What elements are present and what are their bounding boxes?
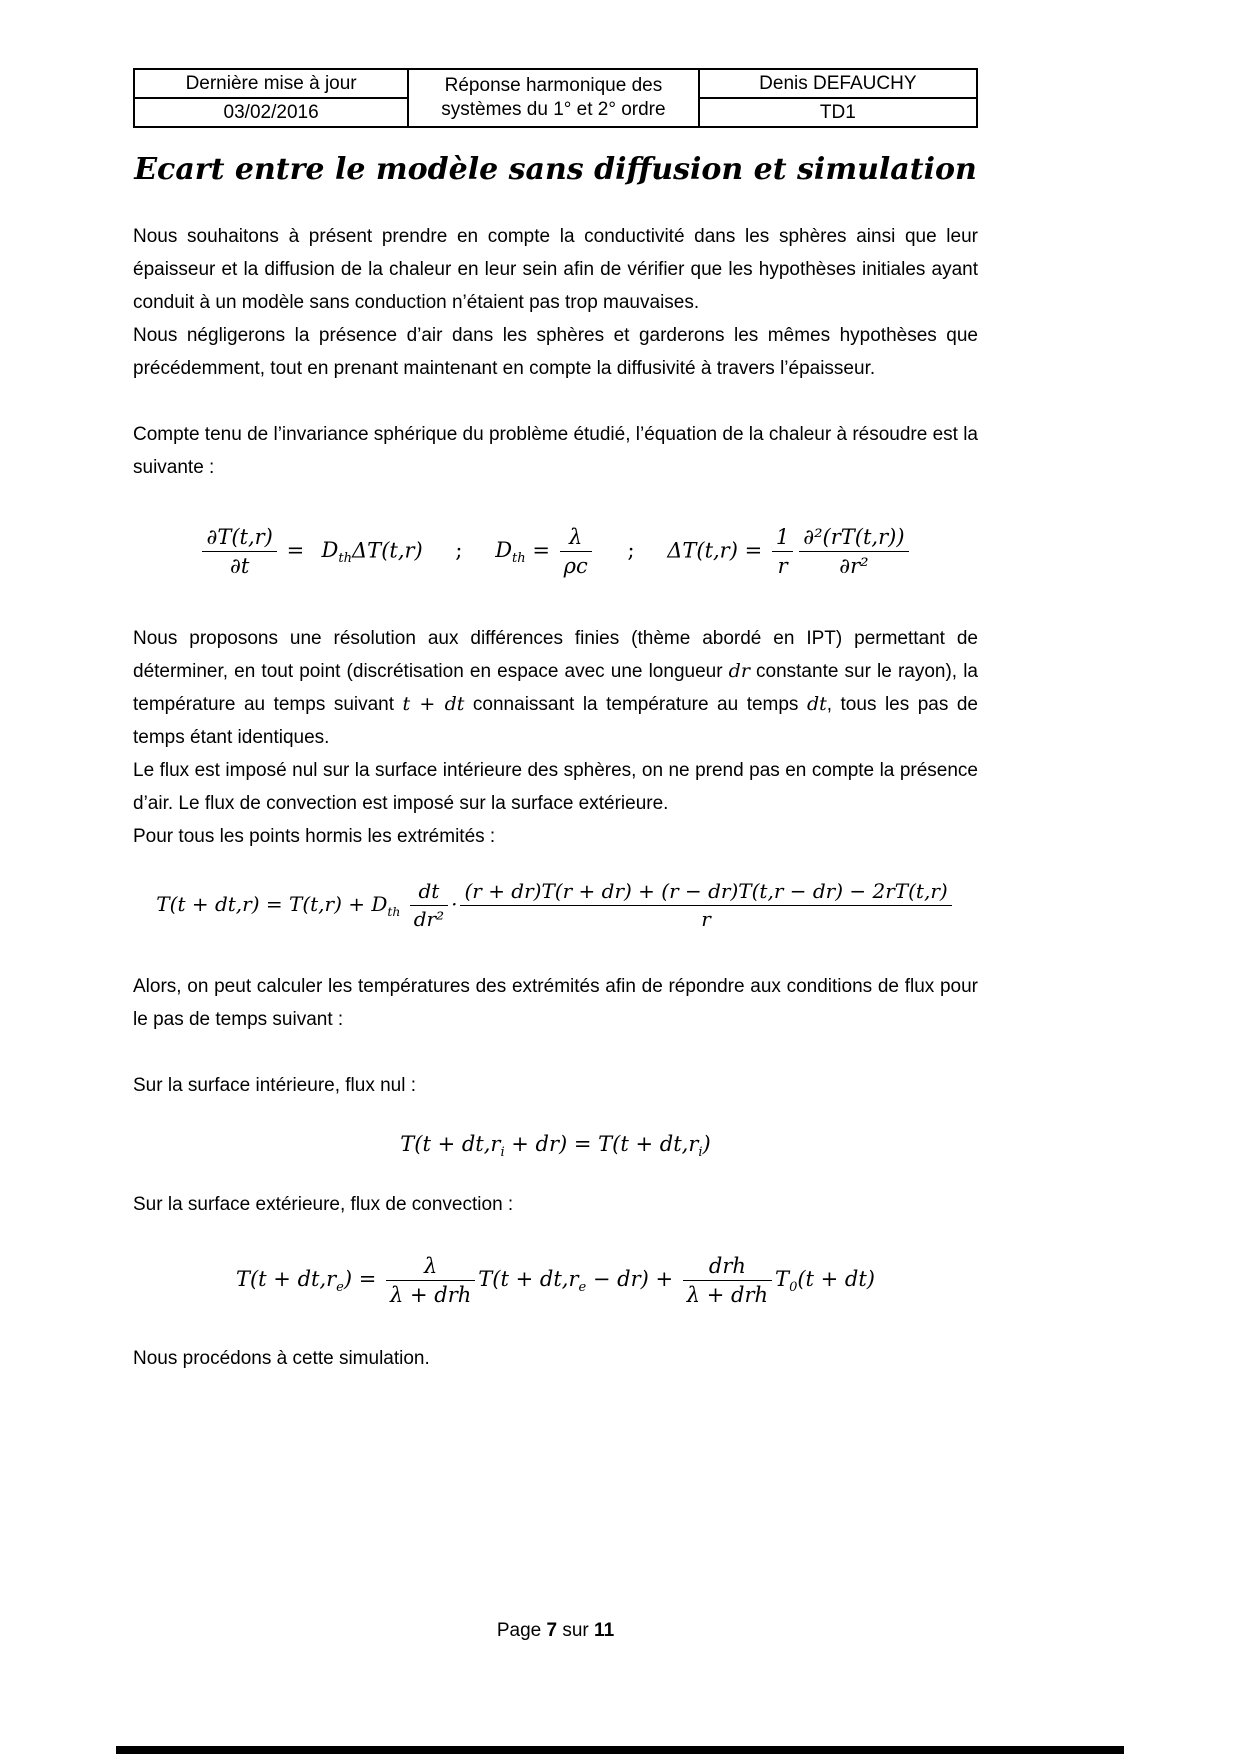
document-header-table <box>133 68 978 128</box>
math-inline-dr: dr <box>728 659 750 682</box>
page-bottom-rule <box>116 1746 1124 1754</box>
diffusivity-symbol: $D_{th}$ <box>321 538 353 567</box>
header-doc-ref: TD1 <box>699 98 977 127</box>
paragraph-all-points: Pour tous les points hormis les extrémités : <box>133 825 496 847</box>
diffusivity-def: $D_{th}$ <box>495 538 526 567</box>
frac-lambda-lambda-drh: $\frac{\lambda}{\text{λ + drh}}$ <box>386 1253 475 1309</box>
header-author: Denis DEFAUCHY <box>699 69 977 98</box>
header-update-date: 03/02/2016 <box>134 98 408 127</box>
paragraph-intro-2: Nous négligerons la présence d’air dans les sphères et garderons les mêmes hypothèses que précédemment, tout en prenant maintenant en compte la diffusivité à travers l’épaisseur. <box>133 325 978 379</box>
equation-outer-surface: $T(t + dt,r_e)$ = $\frac{\lambda}{\text{λ + drh}}$ $T(t + dt,r_e - dr)$ + $\frac{\text{drh}}{\text{λ + drh}}$ $T_0(t + dt)$ <box>235 1253 875 1307</box>
paragraph-extremities: Alors, on peut calculer les températures des extrémités afin de répondre aux conditions de flux pour le pas de temps suivant : <box>133 975 978 1030</box>
frac-dt-dr2: $\frac{dt}{\text{dr²}}$ <box>410 879 448 932</box>
header-course-line2: systèmes du 1° et 2° ordre <box>441 99 666 120</box>
frac-lambda-rhoc: $\frac{\lambda}{\rho c}$ <box>560 524 592 580</box>
paragraph-finite-diff-1: Nous proposons une résolution aux différences finies (thème abordé en IPT) permettant de déterminer, en tout point (discrétisation en espace avec une longueur dr constante sur le rayon), la température au temps suivant t + dt connaissant la température au temps dt, tous les pas de temps étant identiques. <box>133 627 978 748</box>
page-number-current: 7 <box>546 1620 558 1641</box>
paragraph-flux-conditions: Le flux est imposé nul sur la surface intérieure des sphères, on ne prend pas en compte la présence d’air. Le flux de convection est imposé sur la surface extérieure. <box>133 759 978 814</box>
frac-dT-dt: $\frac{\partial T(t,r)}{\partial t}$ <box>202 524 276 580</box>
paragraph-inner-surface: Sur la surface intérieure, flux nul : <box>133 1074 417 1096</box>
paragraph-heat-eq-intro: Compte tenu de l’invariance sphérique du problème étudié, l’équation de la chaleur à résoudre est la suivante : <box>133 424 978 478</box>
header-update-label: Dernière mise à jour <box>134 69 408 98</box>
equation-heat: $\frac{\partial T(t,r)}{\partial t}$ = $D_{th}\Delta T(t,r)$ ; $D_{th}$ = $\frac{\lambda}{\rho c}$ ; ΔT(t,r) = $\frac{1}{r}$ $\frac{\text{∂²(rT(t,r))}}{\text{∂r²}}$ <box>133 524 978 580</box>
page-number: Page 7 sur 11 <box>496 1620 615 1641</box>
paragraph-simulation: Nous procédons à cette simulation. <box>133 1348 430 1369</box>
page-number-total: 11 <box>594 1620 615 1641</box>
page-title: Ecart entre le modèle sans diffusion et simulation <box>134 152 977 187</box>
header-course-cell <box>408 69 698 127</box>
frac-1-r: $\frac{1}{r}$ <box>772 524 793 580</box>
equation-inner-surface: $T(t + dt,r_i + dr) = T(t + dt,r_i)$ <box>400 1131 711 1160</box>
page-content <box>133 0 978 1375</box>
math-inline-t-plus-dt: t + dt <box>402 692 465 715</box>
frac-neighbors-r: $\frac{(r + dr)T(r + dr) + (r - dr)T(t,r - dr) - 2rT(t,r)}{r}$ <box>460 879 951 932</box>
math-inline-dt: dt <box>806 692 827 715</box>
multiplication-dot: · <box>451 891 458 916</box>
paragraph-outer-surface: Sur la surface extérieure, flux de convection : <box>133 1193 514 1215</box>
header-course-line1: Réponse harmonique des <box>444 75 663 96</box>
equation-finite-differences: $T(t + dt,r) = T(t,r) + D_{th}$ $\frac{dt}{\text{dr²}}$ · $\frac{(r + dr)T(r + dr) + (r - dr)T(t,r - dr) - 2rT(t,r)}{r}$ <box>133 879 978 932</box>
frac-drh-lambda-drh: $\frac{\text{drh}}{\text{λ + drh}}$ <box>683 1253 772 1309</box>
body-text <box>133 220 978 1375</box>
paragraph-intro-1: Nous souhaitons à présent prendre en compte la conductivité dans les sphères ainsi que leur épaisseur et la diffusion de la chaleur en leur sein afin de vérifier que les hypothèses initiales ayant conduit à un modèle sans conduction n’étaient pas trop mauvaises. <box>133 226 978 313</box>
frac-d2rT-dr2: $\frac{\text{∂²(rT(t,r))}}{\text{∂r²}}$ <box>799 524 908 580</box>
